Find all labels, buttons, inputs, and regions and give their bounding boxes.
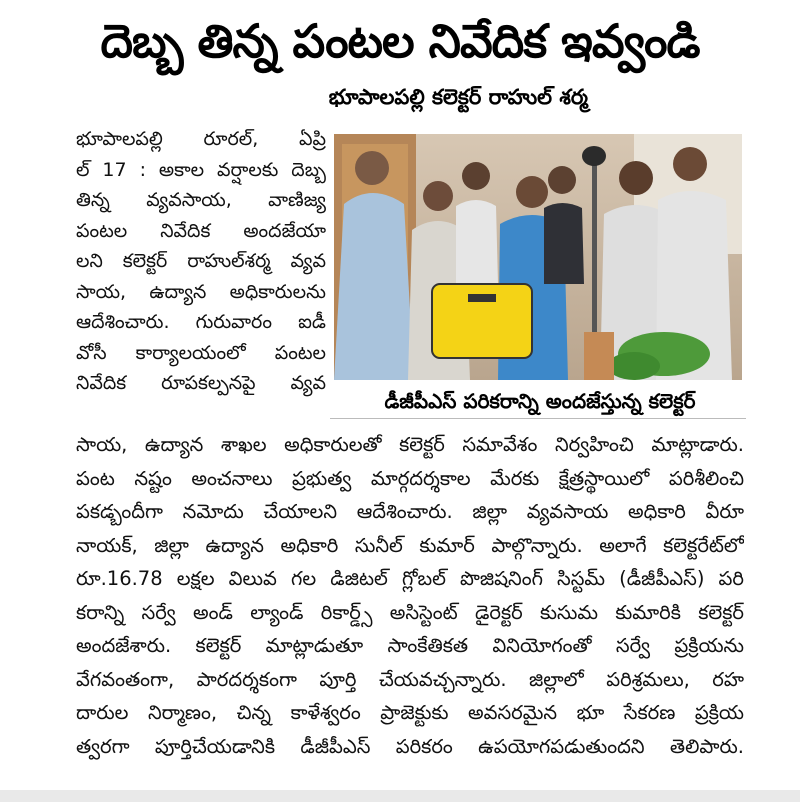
- body-line: సాయ, ఉద్యాన అధికారులను: [76, 280, 326, 303]
- body-line: దారుల నిర్మాణం, చిన్న కాళేశ్వరం ప్రాజెక్టుకు అవసరమైన భూ సేకరణ ప్రక్రియ: [76, 701, 744, 724]
- body-line: నివేదిక రూపకల్పనపై వ్యవ: [76, 372, 326, 394]
- page-bottom-strip: [0, 790, 800, 802]
- headline: దెబ్బ తిన్న పంటల నివేదిక ఇవ్వండి: [100, 14, 700, 68]
- body-line: ఆదేశించారు. గురువారం ఐడీ: [76, 311, 326, 333]
- body-line: భూపాలపల్లి రూరల్, ఏప్రి: [76, 128, 326, 150]
- subheadline: భూపాలపల్లి కలెక్టర్ రాహుల్ శర్మ: [328, 85, 588, 109]
- body-line: పంటల నివేదిక అందజేయా: [76, 219, 326, 242]
- body-line: వేగవంతంగా, పారదర్శకంగా పూర్తి చేయవచ్చన్నారు. జిల్లాలో పరిశ్రమలు, రహ: [76, 667, 744, 691]
- body-line: కరాన్ని సర్వే అండ్ ల్యాండ్ రికార్డ్స్ అసిస్టెంట్ డైరెక్టర్ కుసుమ కుమారికి కలెక్టర్: [76, 600, 744, 624]
- body-line: త్వరగా పూర్తిచేయడానికి డీజీపీఎస్ పరికరం ఉపయోగపడుతుందని తెలిపారు.: [76, 734, 744, 758]
- body-line: తిన్న వ్యవసాయ, వాణిజ్య: [76, 189, 326, 211]
- body-line: పంట నష్టం అంచనాలు ప్రభుత్వ మార్గదర్శకాల మేరకు క్షేత్రస్థాయిలో పరిశీలించి: [76, 466, 744, 490]
- body-line: లని కలెక్టర్ రాహుల్‌శర్మ వ్యవ: [76, 250, 326, 272]
- narrow-column: [76, 124, 326, 399]
- divider: [330, 418, 746, 419]
- body-line: నాయక్, జిల్లా ఉద్యాన అధికారి సునీల్ కుమార్ పాల్గొన్నారు. అలాగే కలెక్టరేట్‌లో: [76, 533, 744, 557]
- body-line: రూ.16.78 లక్షల విలువ గల డిజిటల్ గ్లోబల్ పొజిషనింగ్ సిస్టమ్ (డీజీపీఎస్) పరి: [76, 567, 744, 590]
- photo-caption: డీజీపీఎస్ పరికరాన్ని అందజేస్తున్న కలెక్టర్: [384, 389, 696, 413]
- photo-illustration: [334, 134, 742, 380]
- body-line: ల్ 17 : అకాల వర్షాలకు దెబ్బ: [76, 158, 326, 181]
- body-line: వోసీ కార్యాలయంలో పంటల: [76, 341, 326, 364]
- news-photo: [334, 134, 742, 380]
- body-line: సాయ, ఉద్యాన శాఖల అధికారులతో కలెక్టర్ సమావేశం నిర్వహించి మాట్లాడారు.: [76, 433, 744, 456]
- wide-column: [76, 428, 744, 763]
- body-line: పకడ్బందీగా నమోదు చేయాలని ఆదేశించారు. జిల్లా వ్యవసాయ అధికారి వీరూ: [76, 500, 744, 523]
- body-line: అందజేశారు. కలెక్టర్ మాట్లాడుతూ సాంకేతికత వినియోగంతో సర్వే ప్రక్రియను: [76, 634, 744, 657]
